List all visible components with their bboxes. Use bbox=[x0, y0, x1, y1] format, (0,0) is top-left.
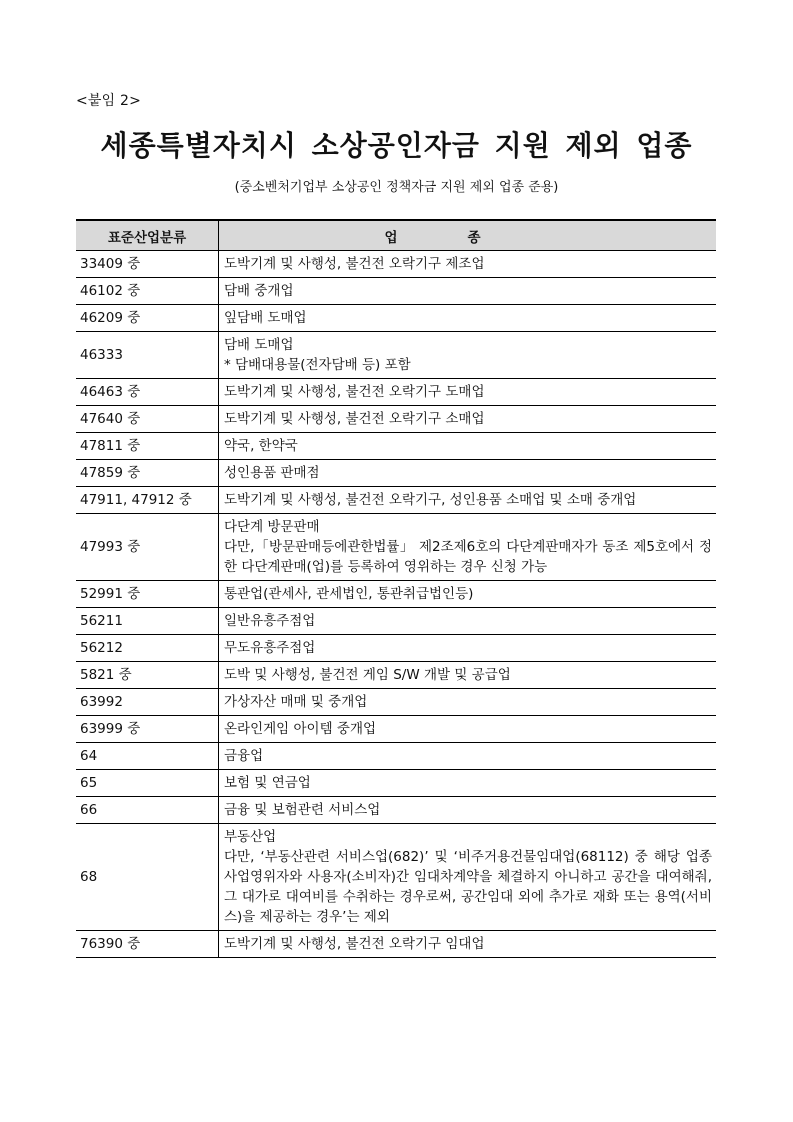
industry-description-cell bbox=[219, 460, 717, 487]
industry-description-cell bbox=[219, 251, 717, 278]
industry-code-cell: 46333 bbox=[76, 332, 219, 379]
industry-description-line: 부동산업 bbox=[224, 829, 277, 845]
excluded-industries-table-container bbox=[76, 219, 716, 958]
industry-code-cell: 68 bbox=[76, 824, 219, 931]
table-header-row bbox=[76, 220, 716, 251]
table-row bbox=[76, 305, 716, 332]
table-row bbox=[76, 251, 716, 278]
table-row bbox=[76, 824, 716, 931]
industry-description-line: 도박기계 및 사행성, 불건전 오락기구 도매업 bbox=[224, 384, 485, 400]
table-row bbox=[76, 743, 716, 770]
industry-description-line: 담배 중개업 bbox=[224, 283, 294, 299]
attachment-label: <붙임 2> bbox=[76, 93, 142, 109]
industry-description-line: 금융업 bbox=[224, 748, 264, 764]
industry-code-cell: 46463 중 bbox=[76, 379, 219, 406]
industry-description-cell bbox=[219, 716, 717, 743]
industry-code-cell: 47811 중 bbox=[76, 433, 219, 460]
industry-description-line: 온라인게임 아이템 중개업 bbox=[224, 721, 377, 737]
table-row bbox=[76, 931, 716, 958]
industry-code-cell: 76390 중 bbox=[76, 931, 219, 958]
industry-description-line: 보험 및 연금업 bbox=[224, 775, 311, 791]
industry-description-cell bbox=[219, 305, 717, 332]
industry-description-line: 금융 및 보험관련 서비스업 bbox=[224, 802, 381, 818]
industry-description-cell bbox=[219, 662, 717, 689]
table-row bbox=[76, 581, 716, 608]
industry-description-cell bbox=[219, 743, 717, 770]
table-row bbox=[76, 460, 716, 487]
industry-description-line: 다만, ‘부동산관련 서비스업(682)’ 및 ‘비주거용건물임대업(68112) 중 해당 업종 사업영위자와 사용자(소비자)간 임대차계약을 체결하지 아니하고 공간을 대여해줘, 그 대가로 대여비를 수취하는 경우로써, 공간임대 외에 추가로 재화 또는 용역(서비스)을 제공하는 경우’는 제외 bbox=[224, 849, 712, 925]
industry-code-cell: 56211 bbox=[76, 608, 219, 635]
table-row bbox=[76, 514, 716, 581]
industry-description-line: 다단계 방문판매 bbox=[224, 519, 320, 535]
industry-description-cell bbox=[219, 433, 717, 460]
table-row bbox=[76, 716, 716, 743]
table-row bbox=[76, 689, 716, 716]
table-row bbox=[76, 278, 716, 305]
industry-description-line: 도박기계 및 사행성, 불건전 오락기구, 성인용품 소매업 및 소매 중개업 bbox=[224, 492, 637, 508]
industry-description-line: 담배 도매업 bbox=[224, 337, 294, 353]
industry-description-cell bbox=[219, 824, 717, 931]
industry-code-cell: 5821 중 bbox=[76, 662, 219, 689]
industry-description-cell bbox=[219, 608, 717, 635]
table-row bbox=[76, 635, 716, 662]
excluded-industries-table bbox=[76, 219, 716, 958]
industry-description-cell bbox=[219, 406, 717, 433]
industry-description-cell bbox=[219, 514, 717, 581]
industry-description-line: 일반유흥주점업 bbox=[224, 613, 316, 629]
industry-code-cell: 63992 bbox=[76, 689, 219, 716]
industry-description-line: 도박기계 및 사행성, 불건전 오락기구 제조업 bbox=[224, 256, 485, 272]
industry-description-cell bbox=[219, 931, 717, 958]
industry-description-cell bbox=[219, 278, 717, 305]
industry-code-cell: 56212 bbox=[76, 635, 219, 662]
industry-description-line: * 담배대용물(전자담배 등) 포함 bbox=[224, 357, 411, 373]
table-row bbox=[76, 487, 716, 514]
industry-description-line: 가상자산 매매 및 중개업 bbox=[224, 694, 368, 710]
industry-description-cell bbox=[219, 770, 717, 797]
table-row bbox=[76, 662, 716, 689]
industry-description-line: 도박기계 및 사행성, 불건전 오락기구 소매업 bbox=[224, 411, 485, 427]
header-industry: 업종 bbox=[219, 220, 717, 251]
industry-description-line: 도박 및 사행성, 불건전 게임 S/W 개발 및 공급업 bbox=[224, 667, 511, 683]
industry-code-cell: 46102 중 bbox=[76, 278, 219, 305]
industry-description-line: 약국, 한약국 bbox=[224, 438, 298, 454]
industry-code-cell: 65 bbox=[76, 770, 219, 797]
table-row bbox=[76, 332, 716, 379]
table-row bbox=[76, 406, 716, 433]
industry-description-line: 다만,「방문판매등에관한법률」 제2조제6호의 다단계판매자가 동조 제5호에서 정한 다단계판매(업)를 등록하여 영위하는 경우 신청 가능 bbox=[224, 539, 712, 575]
industry-description-line: 무도유흥주점업 bbox=[224, 640, 316, 656]
table-row bbox=[76, 379, 716, 406]
industry-code-cell: 47859 중 bbox=[76, 460, 219, 487]
table-row bbox=[76, 433, 716, 460]
industry-description-cell bbox=[219, 689, 717, 716]
industry-description-cell bbox=[219, 581, 717, 608]
industry-code-cell: 47640 중 bbox=[76, 406, 219, 433]
industry-code-cell: 64 bbox=[76, 743, 219, 770]
industry-code-cell: 46209 중 bbox=[76, 305, 219, 332]
industry-description-cell bbox=[219, 797, 717, 824]
table-row bbox=[76, 797, 716, 824]
table-row bbox=[76, 608, 716, 635]
industry-description-line: 도박기계 및 사행성, 불건전 오락기구 임대업 bbox=[224, 936, 485, 952]
industry-code-cell: 66 bbox=[76, 797, 219, 824]
industry-code-cell: 63999 중 bbox=[76, 716, 219, 743]
industry-description-cell bbox=[219, 379, 717, 406]
page-title: 세종특별자치시 소상공인자금 지원 제외 업종 bbox=[100, 129, 693, 162]
table-row bbox=[76, 770, 716, 797]
industry-code-cell: 47993 중 bbox=[76, 514, 219, 581]
industry-description-line: 통관업(관세사, 관세법인, 통관취급법인등) bbox=[224, 586, 474, 602]
industry-description-line: 성인용품 판매점 bbox=[224, 465, 320, 481]
industry-code-cell: 33409 중 bbox=[76, 251, 219, 278]
industry-description-line: 잎담배 도매업 bbox=[224, 310, 307, 326]
page-subtitle: (중소벤처기업부 소상공인 정책자금 지원 제외 업종 준용) bbox=[234, 180, 559, 195]
industry-code-cell: 52991 중 bbox=[76, 581, 219, 608]
header-standard-industry-code: 표준산업분류 bbox=[76, 220, 219, 251]
table-body bbox=[76, 251, 716, 958]
industry-description-cell bbox=[219, 487, 717, 514]
industry-description-cell bbox=[219, 332, 717, 379]
industry-description-cell bbox=[219, 635, 717, 662]
industry-code-cell: 47911, 47912 중 bbox=[76, 487, 219, 514]
